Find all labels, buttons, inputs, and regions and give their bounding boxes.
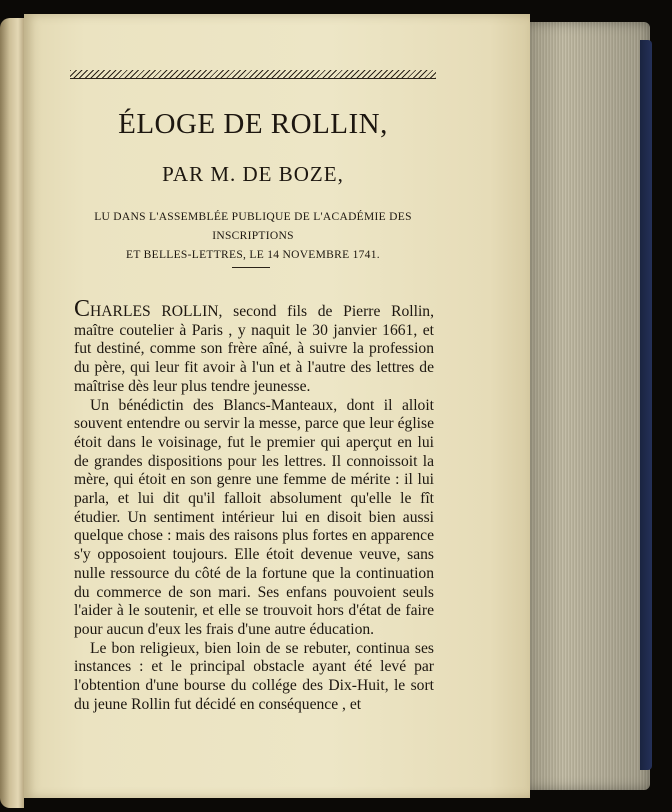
reading-note-line-1: LU DANS L'ASSEMBLÉE PUBLIQUE DE L'ACADÉMIE DES INSCRIPTIONS <box>94 211 412 242</box>
separator-rule <box>232 267 270 268</box>
drop-cap: C <box>74 296 91 322</box>
fore-edge-shade <box>526 22 650 790</box>
body-text <box>74 296 434 714</box>
left-page-edge <box>0 18 24 808</box>
name-smallcaps: HARLES ROLLIN <box>90 303 219 320</box>
cover-edge <box>640 40 652 770</box>
page-subtitle: PAR M. DE BOZE, <box>162 162 344 186</box>
paragraph-1-text: , second fils de Pierre Rollin, maître coutelier à Paris , y naquit le 30 janvier 1661, et fut destiné, comme son frère aîné, à suivre la profession du père, qui leur fit avoir à l'un et à l'autre des lettres de maîtrise dès leur plus tendre jeunesse. <box>74 303 434 395</box>
page-title: ÉLOGE DE ROLLIN, <box>118 108 388 140</box>
paragraph-2: Un bénédictin des Blancs-Manteaux, dont il alloit souvent entendre ou servir la messe, parce que leur église étoit dans le voisinage, fut le premier qui aperçut en lui de grandes dispositions pour les lettres. Il connoissoit la mère, qui étoit en son genre une femme de mérite : il lui parla, et lui dit qu'il falloit absolument qu'elle le fît étudier. Un sentiment intérieur lui en disoit bien aussi quelque chose : mais des raisons plus fortes en apparence s'y opposoient toujours. Elle étoit devenue veuve, sans nulle ressource du côté de la fortune que la continuation du commerce de son mari. Ses enfans pouvoient seuls l'aider à le soutenir, et elle se trouvoit hors d'état de faire pour aucun d'eux les frais d'une autre éducation. <box>74 396 434 638</box>
reading-note <box>66 208 440 265</box>
reading-note-line-2: ET BELLES-LETTRES, LE 14 NOVEMBRE 1741. <box>126 249 380 261</box>
paragraph-1 <box>74 296 434 397</box>
paragraph-3: Le bon religieux, bien loin de se rebuter, continua ses instances : et le principal obstacle ayant été levé par l'obtention d'une bourse du collége des Dix-Huit, le sort du jeune Rollin fut décidé en conséquence , et <box>74 639 434 713</box>
ornamental-rule <box>70 70 436 79</box>
